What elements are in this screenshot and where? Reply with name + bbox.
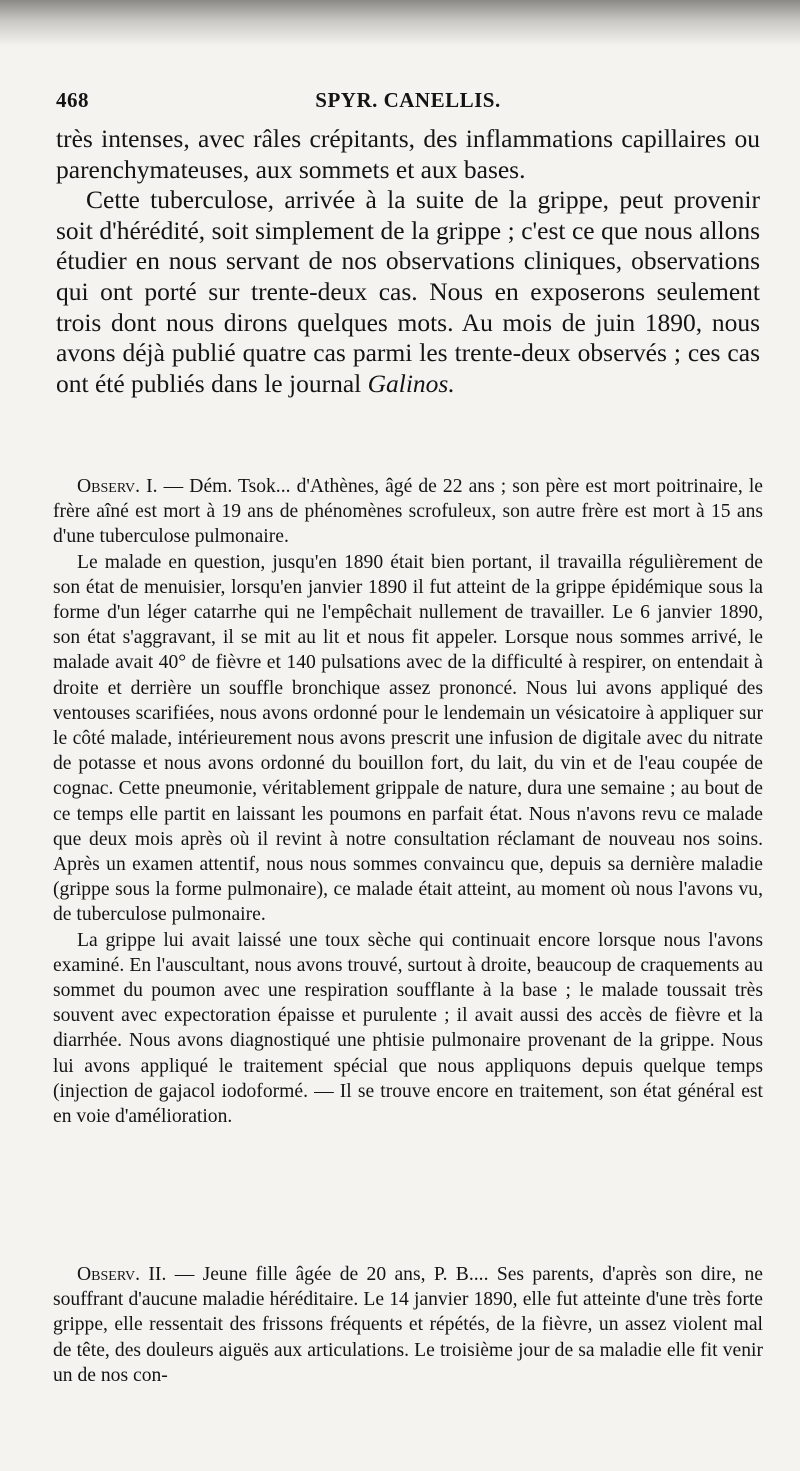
running-head: SPYR. CANELLIS.	[315, 88, 501, 112]
scan-edge-shadow	[0, 0, 800, 46]
intro-paragraph-2	[56, 185, 760, 399]
observation-2	[53, 1262, 763, 1388]
observation-1	[53, 474, 763, 1129]
observation-2-label: Observ. II.	[77, 1264, 167, 1285]
page-number: 468	[56, 88, 89, 112]
observation-2-paragraph-1-text: — Jeune fille âgée de 20 ans, P. B.... Ses parents, d'après son dire, ne souffrant d'aucune maladie héréditaire. Le 14 janvier 1890, elle fut atteinte d'une très forte grippe, elle ressentait des frissons fréquents et répétés, de la fièvre, un assez violent mal de tête, des douleurs aiguës aux articulations. Le troisième jour de sa maladie elle fit venir un de nos con-	[53, 1264, 763, 1386]
observation-1-label: Observ. I.	[77, 476, 158, 497]
observation-1-paragraph-2: Le malade en question, jusqu'en 1890 était bien portant, il travailla régulièrement de son état de menuisier, lorsqu'en janvier 1890 il fut atteint de la grippe épidémique sous la forme d'un léger catarrhe qui ne l'empêchait nullement de travailler. Le 6 janvier 1890, son état s'aggravant, il se mit au lit et nous fit appeler. Lorsque nous sommes arrivé, le malade avait 40° de fièvre et 140 pulsations avec de la difficulté à respirer, on entendait à droite et derrière un souffle bronchique assez prononcé. Nous lui avons appliqué des ventouses scarifiées, nous avons ordonné pour le lendemain un vésicatoire à appliquer sur le côté malade, intérieurement nous avons prescrit une infusion de digitale avec du nitrate de potasse et nous avons ordonné du bouillon fort, du lait, du vin et de l'eau coupée de cognac. Cette pneumonie, véritablement grippale de nature, dura une semaine ; au bout de ce temps elle partit en laissant les poumons en parfait état. Nous n'avons revu ce malade que deux mois après où il revint à notre consultation réclamant de nouveau nos soins. Après un examen attentif, nous nous sommes convaincu que, depuis sa dernière maladie (grippe sous la forme pulmonaire), ce malade était atteint, au moment où nous l'avons vu, de tuberculose pulmonaire.	[53, 551, 763, 926]
intro-paragraph-1: très intenses, avec râles crépitants, des inflammations capillaires ou parenchymateuses, aux sommets et aux bases.	[56, 124, 760, 184]
page-header	[56, 88, 760, 118]
journal-name: Galinos.	[367, 368, 455, 398]
intro-text	[56, 124, 760, 399]
observation-1-paragraph-1	[53, 474, 763, 550]
intro-paragraph-2-text: Cette tuberculose, arrivée à la suite de la grippe, peut provenir soit d'hérédité, soit simplement de la grippe ; c'est ce que nous allons étudier en nous servant de nos observations cliniques, observations qui ont porté sur trente-deux cas. Nous en exposerons seulement trois dont nous dirons quelques mots. Au mois de juin 1890, nous avons déjà publié quatre cas parmi les trente-deux observés ; ces cas ont été publiés dans le journal	[56, 185, 760, 398]
observation-1-paragraph-1-text: — Dém. Tsok... d'Athènes, âgé de 22 ans ; son père est mort poitrinaire, le frère aîné est mort à 19 ans de phénomènes scrofuleux, son autre frère est mort à 15 ans d'une tuberculose pulmonaire.	[53, 476, 763, 548]
observation-2-paragraph-1	[53, 1262, 763, 1388]
observation-1-paragraph-3: La grippe lui avait laissé une toux sèche qui continuait encore lorsque nous l'avons examiné. En l'auscultant, nous avons trouvé, surtout à droite, beaucoup de craquements au sommet du poumon avec une respiration soufflante à la base ; le malade toussait très souvent avec expectoration épaisse et purulente ; il avait aussi des accès de fièvre et la diarrhée. Nous avons diagnostiqué une phtisie pulmonaire provenant de la grippe. Nous lui avons appliqué le traitement spécial que nous appliquons depuis quelque temps (injection de gajacol iodoformé. — Il se trouve encore en traitement, son état général est en voie d'amélioration.	[53, 929, 763, 1128]
